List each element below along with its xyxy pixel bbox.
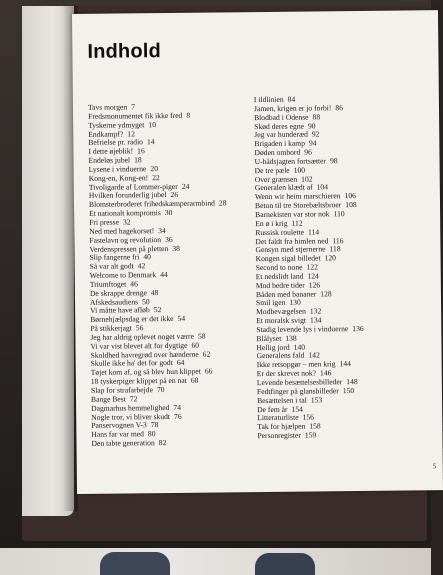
entry-title: Jamen, krigen er jo forbi! — [253, 103, 332, 113]
entry-page-number: 159 — [304, 430, 317, 440]
entry-page-number: 108 — [345, 200, 357, 210]
entry-title: Skoldhed havregrød over hænderne — [90, 349, 199, 360]
entry-title: Mod bedre tider — [255, 280, 305, 290]
entry-title: Smil igen — [255, 298, 286, 308]
book-cover — [22, 6, 437, 541]
entry-page-number: 26 — [170, 190, 179, 200]
entry-title: Så var alt godt — [89, 261, 134, 272]
entry-page-number: 144 — [339, 359, 351, 369]
entry-page-number: 148 — [346, 377, 358, 387]
entry-page-number: 40 — [143, 252, 151, 262]
entry-page-number: 153 — [310, 395, 323, 405]
entry-page-number: 96 — [304, 147, 312, 157]
entry-title: Hans far var med — [91, 429, 144, 440]
entry-title: Døden ombord — [254, 147, 301, 158]
entry-title: I dette øjeblik! — [88, 146, 134, 157]
entry-page-number: 22 — [152, 172, 160, 182]
entry-title: Modbevægelsen — [256, 306, 306, 317]
entry-page-number: 44 — [160, 270, 168, 280]
page-number: 5 — [432, 462, 437, 471]
right-shoe — [255, 553, 315, 575]
entry-page-number: 52 — [153, 305, 162, 315]
entry-page-number: 104 — [316, 182, 329, 192]
entry-page-number: 7 — [131, 102, 136, 112]
entry-page-number: 112 — [291, 218, 303, 228]
entry-title: Over grænsen — [254, 174, 298, 184]
entry-page-number: 150 — [342, 385, 355, 396]
entry-title: U-bådsjagten fortsætter — [254, 156, 327, 167]
entry-title: Tak for hjælpen — [257, 421, 306, 432]
entry-page-number: 118 — [329, 244, 341, 254]
entry-title: De skrappe drenge — [89, 287, 147, 298]
entry-page-number: 74 — [173, 402, 182, 412]
entry-page-number: 76 — [173, 411, 182, 421]
entry-title: Barnekisten var stor nok — [255, 209, 330, 220]
entry-page-number: 156 — [302, 412, 315, 422]
entry-page-number: 114 — [307, 227, 320, 237]
entry-page-number: 102 — [301, 174, 313, 184]
entry-page-number: 70 — [156, 385, 165, 395]
entry-title: Slap for strafarbejde — [90, 385, 153, 395]
entry-page-number: 50 — [142, 296, 150, 306]
entry-title: Skulle ikke ha' det for godt — [90, 358, 173, 369]
entry-page-number: 140 — [293, 342, 306, 352]
entry-page-number: 48 — [150, 287, 159, 297]
entry-page-number: 24 — [181, 181, 190, 191]
entry-title: På stikkerjagt — [90, 323, 132, 333]
entry-title: Wenn wir heim marschieren — [254, 191, 341, 202]
entry-page-number: 86 — [335, 103, 344, 113]
contents-column-left — [88, 102, 229, 448]
entry-page-number: 60 — [191, 340, 200, 350]
entry-page-number: 16 — [137, 146, 145, 156]
entry-page-number: 92 — [311, 129, 320, 139]
entry-title: Lysene i vinduerne — [88, 164, 147, 174]
entry-title: Vi måtte have afløb — [90, 305, 150, 316]
entry-title: Et nationalt kompromis — [89, 208, 161, 218]
entry-title: Blomsterbroderet frihedskæmperarmbind — [88, 198, 215, 210]
entry-title: Besættelsen i tal — [257, 395, 307, 405]
entry-page-number: 128 — [320, 288, 332, 298]
entry-page-number: 94 — [308, 138, 317, 148]
entry-title: Fri presse — [89, 217, 119, 227]
entry-title: Er der skrevet nok? — [256, 368, 317, 379]
entry-title: Russisk roulette — [255, 227, 305, 237]
entry-title: Levende besættelsesbilleder — [256, 377, 343, 388]
entry-page-number: 20 — [150, 164, 159, 174]
entry-title: Kong-en, Kong-en! — [88, 172, 149, 183]
entry-title: Beton til tre Storebæltsbroer — [254, 200, 342, 211]
entry-page-number: 134 — [309, 315, 322, 325]
entry-page-number: 12 — [127, 128, 135, 138]
entry-title: Tivoligarde af Lommer-piger — [88, 181, 178, 192]
entry-title: Vi var vist blevet alt for dygtige — [90, 340, 188, 351]
entry-title: Litteraturliste — [257, 413, 299, 423]
entry-page-number: 72 — [129, 394, 138, 404]
entry-page-number: 64 — [176, 358, 185, 368]
entry-title: Det faldt fra himlen ned — [255, 235, 329, 246]
entry-title: Ned med hagekorset! — [89, 225, 155, 236]
entry-title: I ildlinien — [253, 94, 284, 105]
entry-title: Blålyset — [256, 333, 282, 343]
entry-page-number: 142 — [308, 350, 320, 361]
entry-title: Welcome to Denmark — [89, 270, 157, 280]
entry-page-number: 54 — [177, 314, 186, 324]
entry-title: Personregister — [257, 430, 301, 441]
entry-page-number: 28 — [218, 198, 227, 208]
entry-title: Jeg var hunderæd — [254, 129, 308, 140]
entry-title: Second to none — [255, 262, 303, 273]
entry-page-number: 42 — [137, 261, 146, 271]
entry-page-number: 62 — [202, 349, 211, 359]
entry-page-number: 84 — [287, 94, 296, 104]
entry-page-number: 106 — [344, 191, 356, 201]
entry-page-number: 46 — [130, 279, 138, 289]
entry-title: Fredsmonumentet fik ikke fred — [88, 110, 183, 121]
entry-page-number: 14 — [146, 137, 155, 147]
entry-title: Tyskerne ydmyget — [88, 119, 145, 130]
entry-title: Bange Best — [90, 394, 126, 404]
entry-title: Fastelavn og revolution — [89, 234, 162, 245]
entry-page-number: 58 — [197, 331, 206, 341]
entry-title: Endkampf? — [88, 129, 124, 139]
left-shoe — [100, 552, 170, 575]
entry-title: Børnehjælpsdag er det ikke — [90, 314, 174, 325]
entry-title: Kongen sigal billedet — [255, 253, 321, 264]
entry-title: En ø i krig — [255, 218, 288, 228]
entry-page-number: 66 — [204, 366, 213, 376]
entry-title: Triumftoget — [89, 279, 127, 289]
entry-page-number: 116 — [332, 235, 344, 245]
entry-title: Gensyn med stjernerne — [255, 244, 326, 255]
entry-title: Et moralsk svigt — [256, 315, 307, 326]
entry-page-number: 90 — [307, 120, 316, 131]
entry-title: Endeløs jubel — [88, 155, 131, 165]
entry-title: Jeg har aldrig oplevet noget værre — [90, 331, 194, 342]
entry-page-number: 32 — [122, 217, 131, 227]
entry-title: Fedtfinger på glansbilleder — [256, 386, 339, 396]
entry-title: Ikke retsopgør – men krig — [256, 359, 336, 370]
entry-title: Blodbad i Odense — [254, 112, 309, 122]
entry-title: 18 tyskerpiger klippet på en nat — [90, 375, 187, 386]
entry-title: De tre pæle — [254, 165, 290, 175]
entry-title: Slip fangerne fri — [89, 252, 140, 263]
entry-title: Befrielse pr. radio — [88, 137, 144, 148]
entry-page-number: 100 — [293, 165, 306, 175]
contents-page — [72, 10, 443, 494]
entry-page-number: 56 — [135, 323, 144, 333]
entry-page-number: 124 — [307, 271, 319, 281]
contents-entry — [257, 431, 364, 441]
entry-page-number: 30 — [164, 208, 173, 218]
entry-title: Skød deres egne — [254, 121, 305, 131]
entry-page-number: 38 — [172, 243, 180, 253]
entry-page-number: 122 — [306, 262, 318, 272]
entry-page-number: 36 — [165, 234, 173, 244]
entry-title: Brigaden i kamp — [254, 138, 306, 149]
entry-page-number: 10 — [148, 119, 157, 129]
entry-title: Hvilken forunderlig jubel — [88, 190, 167, 201]
entry-title: Afskedsaudiens — [89, 296, 139, 307]
floor — [0, 548, 431, 575]
entry-page-number: 158 — [309, 421, 321, 431]
entry-page-number: 88 — [312, 112, 321, 122]
entry-page-number: 130 — [289, 298, 301, 308]
entry-title: Generalens fald — [256, 351, 305, 361]
entry-page-number: 120 — [324, 253, 336, 263]
entry-title: De fem år — [257, 404, 288, 414]
entry-page-number: 80 — [147, 429, 156, 439]
entry-title: Verdenspressen på pletten — [89, 243, 169, 254]
entry-page-number: 154 — [291, 404, 303, 414]
entry-page-number: 136 — [352, 323, 364, 334]
entry-page-number: 132 — [309, 306, 322, 316]
entry-page-number: 138 — [285, 333, 297, 343]
entry-page-number: 98 — [330, 156, 338, 166]
entry-title: Stadig levende lys i vinduerne — [256, 324, 349, 335]
entry-title: Nogle tror, vi bliver skudt — [91, 411, 171, 422]
page-title: Indhold — [87, 40, 162, 63]
entry-title: Tøjet kom af, og så blev hun klippet — [90, 366, 201, 378]
entry-title: Hellig jord — [256, 342, 290, 352]
contents-column-right — [254, 95, 365, 441]
entry-page-number: 8 — [186, 110, 191, 120]
entry-page-number: 126 — [308, 280, 321, 290]
entry-title: Den tabte generation — [91, 438, 155, 448]
entry-title: Panservognen V-3 — [91, 420, 147, 431]
entry-page-number: 34 — [158, 225, 166, 235]
entry-page-number: 146 — [319, 368, 332, 378]
entry-title: Generalen klædt af — [254, 182, 313, 193]
entry-page-number: 110 — [333, 209, 345, 219]
entry-page-number: 18 — [134, 155, 142, 165]
entry-title: Båden med bananer — [255, 289, 317, 299]
entry-page-number: 82 — [158, 438, 167, 448]
contents-entry — [91, 438, 229, 448]
entry-title: Et nedslidt land — [255, 271, 304, 281]
entry-page-number: 68 — [190, 375, 199, 385]
entry-title: Tavs morgen — [87, 102, 128, 112]
entry-title: Dagmarhus hemmelighed — [91, 402, 170, 413]
entry-page-number: 78 — [150, 420, 159, 430]
